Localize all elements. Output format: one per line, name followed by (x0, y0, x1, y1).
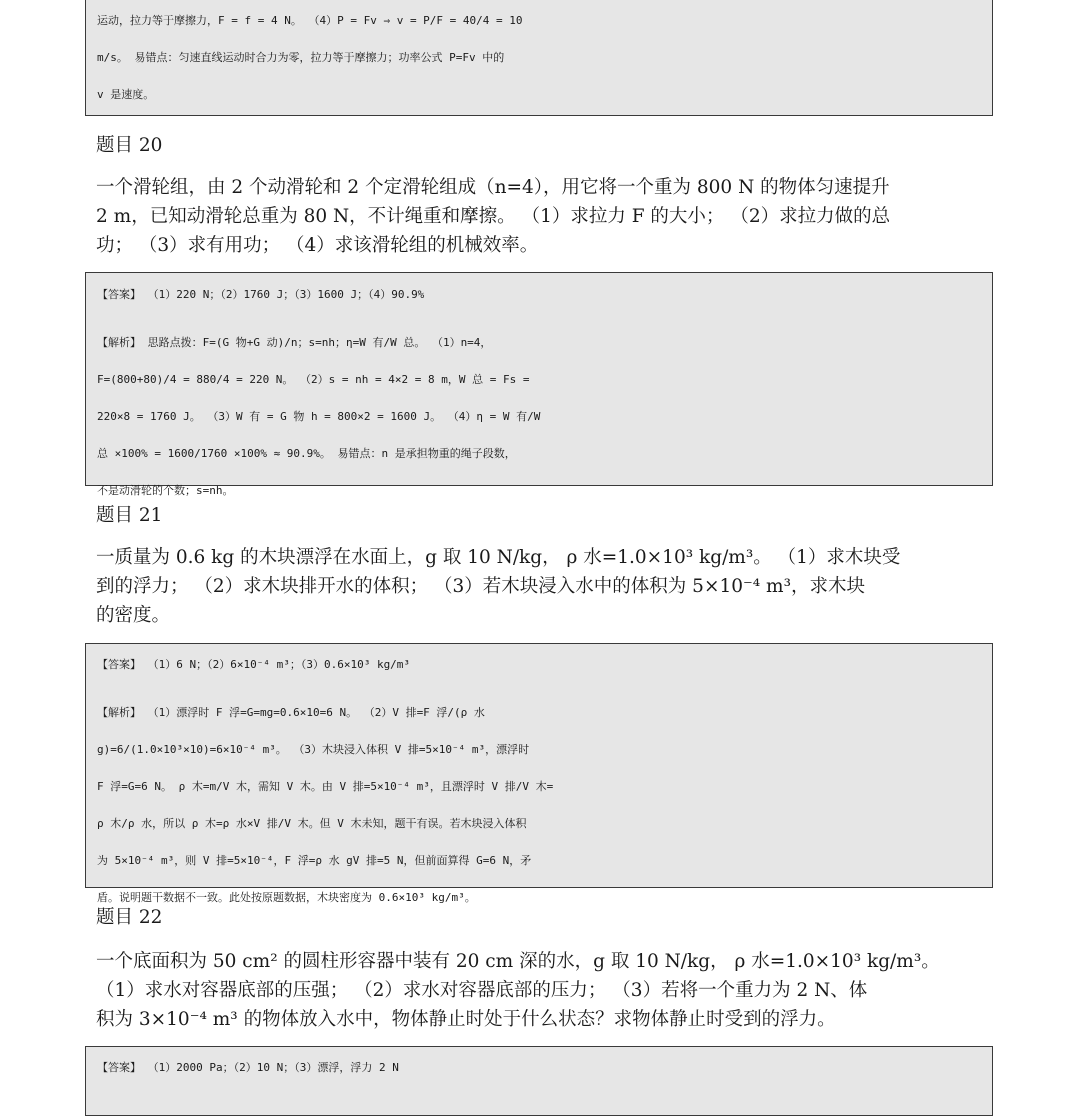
q22-answer-box (85, 1046, 993, 1116)
q21-title: 题目 21 (96, 505, 163, 526)
q21-answer-box (85, 643, 993, 904)
prev-solution-line: v 是速度。 (97, 88, 155, 101)
q20-analysis-line: F=(800+80)/4 = 880/4 = 220 N。 （2）s = nh = 4×2 = 8 m，W 总 = Fs = (97, 373, 530, 386)
q22-question-line: 积为 3×10⁻⁴ m³ 的物体放入水中，物体静止时处于什么状态？求物体静止时受到的浮力。 (96, 1009, 836, 1030)
q21-question-line: 的密度。 (96, 605, 171, 626)
prev-solution-line: m/s。 易错点：匀速直线运动时合力为零，拉力等于摩擦力；功率公式 P=Fv 中的 (97, 51, 505, 64)
q20-question-line: 2 m，已知动滑轮总重为 80 N，不计绳重和摩擦。 （1）求拉力 F 的大小； （2）求拉力做的总 (96, 206, 891, 227)
q20-question-line: 一个滑轮组，由 2 个动滑轮和 2 个定滑轮组成（n=4），用它将一个重为 800 N 的物体匀速提升 (96, 177, 890, 198)
q21-analysis-line: F 浮=G=6 N。 ρ 木=m/V 木，需知 V 木。由 V 排=5×10⁻⁴ m³，且漂浮时 V 排/V 木= (97, 780, 554, 793)
q20-analysis-line: 不是动滑轮的个数；s=nh。 (97, 484, 234, 497)
q21-answer: 【答案】 （1）6 N；（2）6×10⁻⁴ m³；（3）0.6×10³ kg/m³ (97, 658, 411, 671)
q20-answer: 【答案】 （1）220 N；（2）1760 J；（3）1600 J；（4）90.9% (97, 288, 425, 301)
prev-solution-line: 运动，拉力等于摩擦力，F = f = 4 N。 （4）P = Fv ⇒ v = P/F = 40/4 = 10 (97, 14, 523, 27)
q21-question-line: 到的浮力； （2）求木块排开水的体积； （3）若木块浸入水中的体积为 5×10⁻⁴ m³，求木块 (96, 576, 866, 597)
q22-question-line: （1）求水对容器底部的压强； （2）求水对容器底部的压力； （3）若将一个重力为 2 N、体 (96, 980, 868, 1001)
prev-solution-box (85, 0, 993, 116)
q21-analysis-line: ρ 木/ρ 水，所以 ρ 木=ρ 水×V 排/V 木。但 V 木未知，题干有误。若木块浸入体积 (97, 817, 527, 830)
q21-analysis-line: g)=6/(1.0×10³×10)=6×10⁻⁴ m³。 （3）木块浸入体积 V 排=5×10⁻⁴ m³，漂浮时 (97, 743, 530, 756)
q21-analysis-line: 为 5×10⁻⁴ m³，则 V 排=5×10⁻⁴，F 浮=ρ 水 gV 排=5 N，但前面算得 G=6 N，矛 (97, 854, 532, 867)
q21-analysis-line: 【解析】 （1）漂浮时 F 浮=G=mg=0.6×10=6 N。 （2）V 排=F 浮/(ρ 水 (97, 706, 485, 719)
q22-answer: 【答案】 （1）2000 Pa；（2）10 N；（3）漂浮，浮力 2 N (97, 1061, 399, 1074)
q21-question-line: 一质量为 0.6 kg 的木块漂浮在水面上，g 取 10 N/kg， ρ 水=1.0×10³ kg/m³。 （1）求木块受 (96, 547, 901, 568)
q20-analysis-line: 总 ×100% = 1600/1760 ×100% ≈ 90.9%。 易错点：n 是承担物重的绳子段数， (97, 447, 516, 460)
q20-question-line: 功； （3）求有用功； （4）求该滑轮组的机械效率。 (96, 235, 539, 256)
q20-title: 题目 20 (96, 135, 163, 156)
q20-answer-box (85, 272, 993, 497)
q20-analysis-line: 220×8 = 1760 J。 （3）W 有 = G 物 h = 800×2 = 1600 J。 （4）η = W 有/W (97, 410, 541, 423)
q22-question-line: 一个底面积为 50 cm² 的圆柱形容器中装有 20 cm 深的水，g 取 10 N/kg， ρ 水=1.0×10³ kg/m³。 (96, 951, 940, 972)
q21-analysis-line: 盾。说明题干数据不一致。此处按原题数据，木块密度为 0.6×10³ kg/m³。 (97, 891, 476, 904)
q20-analysis-line: 【解析】 思路点拨：F=(G 物+G 动)/n；s=nh；η=W 有/W 总。 （1）n=4， (97, 336, 492, 349)
q22-title: 题目 22 (96, 907, 163, 928)
